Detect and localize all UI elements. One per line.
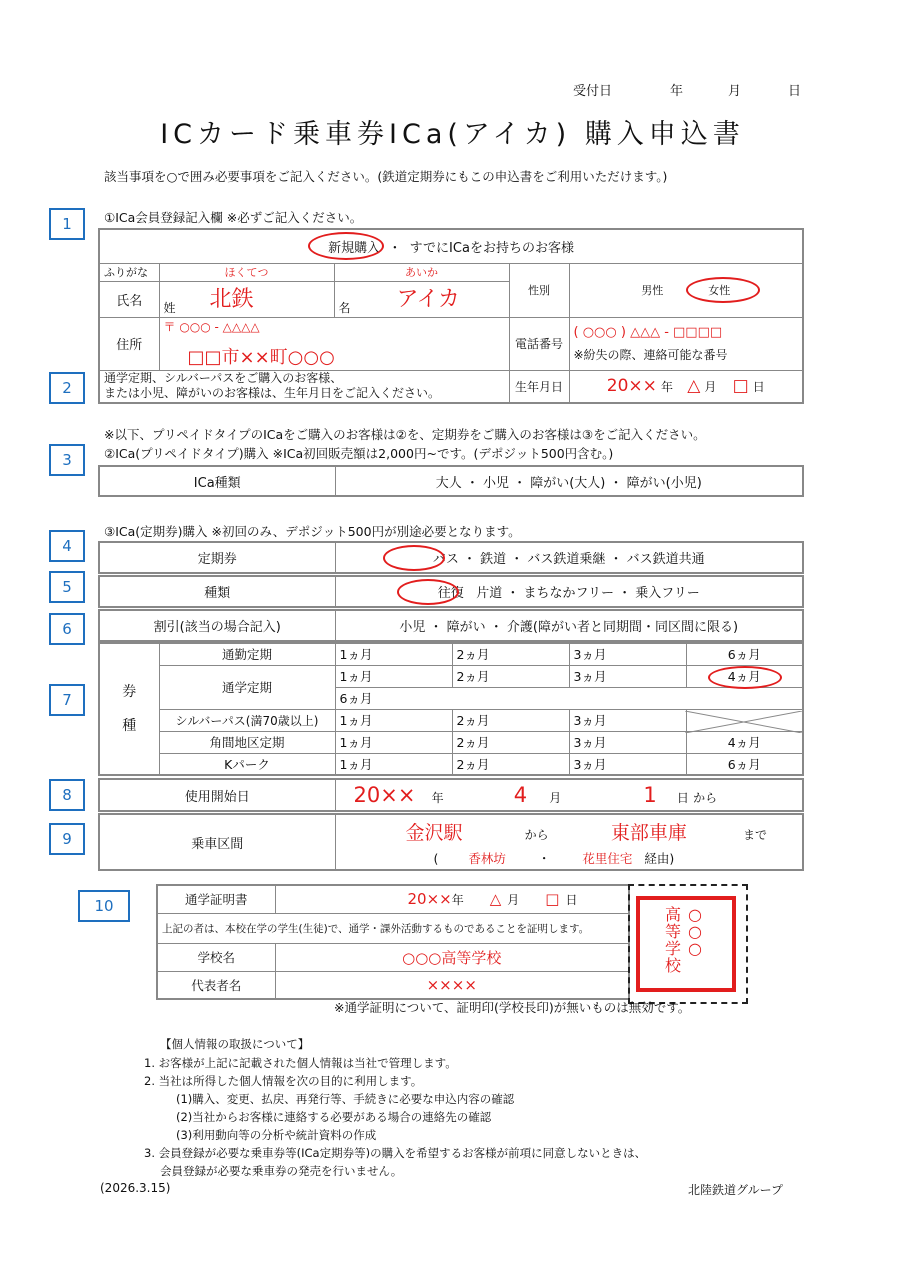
section-number-4: 4: [49, 530, 85, 562]
via-close: 経由): [644, 850, 675, 866]
section1-heading: ①ICa会員登録記入欄 ※必ずご記入ください。: [104, 210, 363, 225]
teiki-bus-option[interactable]: バス: [432, 552, 459, 567]
sei-label: 姓: [163, 301, 176, 315]
start-date-table: [98, 778, 804, 812]
via-sep: ・: [537, 850, 551, 866]
page-title: ICカード乗車券ICa(アイカ) 購入申込書: [160, 119, 745, 150]
ticket-kind-label-2: 種: [122, 718, 137, 734]
row-school-2m[interactable]: 2ヵ月: [452, 665, 569, 687]
discount-label: 割引(該当の場合記入): [99, 610, 335, 641]
rep-name-value[interactable]: ××××: [275, 971, 629, 999]
route-made: まで: [742, 827, 767, 842]
teiki-rest-options[interactable]: ・ 鉄道 ・ バス鉄道乗継 ・ バス鉄道共通: [462, 552, 705, 567]
school-seal-text: [662, 906, 708, 984]
new-purchase-circle: [308, 232, 384, 260]
ica-type-label: ICa種類: [99, 466, 335, 496]
row-school-name: 通学定期: [159, 665, 335, 709]
purchase-type-separator: ・: [388, 240, 402, 256]
cert-date-cell[interactable]: [275, 885, 629, 913]
birth-month: △: [687, 376, 701, 397]
birth-date-cell[interactable]: [569, 370, 803, 403]
school-name-label: 学校名: [157, 943, 275, 971]
via-2: 花里住宅: [582, 850, 633, 866]
birth-day-unit: 日: [752, 380, 765, 395]
row-silver-2m[interactable]: 2ヵ月: [452, 709, 569, 731]
name-label: 氏名: [99, 281, 159, 317]
received-date-label: 受付日: [573, 84, 613, 99]
phone-note: ※紛失の際、連絡可能な番号: [573, 347, 728, 362]
route-table: [98, 813, 804, 871]
birth-month-unit: 月: [704, 380, 717, 395]
privacy-line-6: 3. 会員登録が必要な乗車券等(ICa定期券等)の購入を希望するお客様が前項に同意しないときは、: [144, 1146, 647, 1160]
section2-heading: ②ICa(プリペイドタイプ)購入 ※ICa初回販売額は2,000円~です。(デポジット500円含む。): [104, 446, 614, 461]
furigana-label: ふりがな: [99, 263, 159, 281]
seal-note: ※通学証明について、証明印(学校長印)が無いものは無効です。: [334, 1000, 691, 1015]
birth-year-unit: 年: [661, 380, 674, 395]
phone-label: 電話番号: [509, 317, 569, 370]
section-number-9: 9: [49, 823, 85, 855]
birth-year: 20××: [606, 376, 657, 397]
footer-date: (2026.3.15): [100, 1181, 171, 1195]
birth-note: [99, 370, 509, 403]
via-1: 香林坊: [468, 850, 506, 866]
birth-label: 生年月日: [509, 370, 569, 403]
purchase-type-row: [99, 229, 803, 263]
phone-cell[interactable]: [569, 317, 803, 370]
received-day: 日: [788, 84, 802, 99]
row-kpark-3m[interactable]: 3ヵ月: [569, 753, 686, 775]
footer-company: 北陸鉄道グループ: [688, 1183, 784, 1197]
teiki-table: [98, 541, 804, 574]
row-commute-name: 通勤定期: [159, 643, 335, 665]
cert-year: 20××: [407, 890, 452, 909]
section-number-8: 8: [49, 779, 85, 811]
privacy-title: 【個人情報の取扱について】: [160, 1037, 310, 1051]
ticket-kind-table: [98, 642, 804, 776]
privacy-line-5: (3)利用動向等の分析や統計資料の作成: [176, 1128, 377, 1142]
route-kara: から: [524, 827, 549, 842]
section-number-7: 7: [49, 684, 85, 716]
row-silver-3m[interactable]: 3ヵ月: [569, 709, 686, 731]
route-to: 東部車庫: [610, 821, 687, 844]
instruction-text: 該当事項を○で囲み必要事項をご記入ください。(鉄道定期券にもこの申込書をご利用いただけます。): [104, 169, 668, 184]
teiki-label: 定期券: [99, 542, 335, 573]
section3-heading: ③ICa(定期券)購入 ※初回のみ、デポジット500円が別途必要となります。: [104, 524, 521, 539]
address-cell[interactable]: [159, 317, 509, 370]
row-kakuma-3m[interactable]: 3ヵ月: [569, 731, 686, 753]
start-date-cell[interactable]: [335, 779, 803, 811]
row-school-4m[interactable]: 4ヵ月: [686, 665, 803, 687]
existing-card-option[interactable]: すでにICaをお持ちのお客様: [409, 240, 574, 256]
row-commute-6m[interactable]: 6ヵ月: [686, 643, 803, 665]
address-label: 住所: [99, 317, 159, 370]
row-kpark-name: Kパーク: [159, 753, 335, 775]
privacy-line-2: 2. 当社は所得した個人情報を次の目的に利用します。: [144, 1074, 423, 1088]
school-name-value[interactable]: ○○○高等学校: [275, 943, 629, 971]
route-cell[interactable]: [335, 814, 803, 870]
mei-cell[interactable]: [334, 281, 509, 317]
teiki-bus-circle: [383, 545, 445, 571]
row-kakuma-1m[interactable]: 1ヵ月: [335, 731, 452, 753]
kind-ofuku-circle: [397, 579, 459, 605]
sei-cell[interactable]: [159, 281, 334, 317]
cert-day: □: [545, 890, 560, 909]
silver-6m-crossout: [685, 711, 802, 733]
start-month: 4: [513, 783, 528, 807]
privacy-line-3: (1)購入、変更、払戻、再発行等、手続きに必要な申込内容の確認: [176, 1092, 515, 1106]
section-number-2: 2: [49, 372, 85, 404]
start-from: から: [693, 791, 718, 805]
privacy-line-7: 会員登録が必要な乗車券の発売を行いません。: [160, 1164, 403, 1178]
start-year-unit: 年: [431, 791, 444, 805]
seal-glyph-2: 等: [664, 922, 681, 941]
birth-day: □: [732, 376, 749, 397]
new-purchase-option[interactable]: 新規購入: [328, 240, 381, 256]
mei-label: 名: [338, 301, 351, 315]
cert-label: 通学証明書: [157, 885, 275, 913]
kind-rest-options[interactable]: 片道 ・ まちなかフリー ・ 乗入フリー: [476, 586, 700, 601]
prepaid-table: [98, 465, 804, 497]
row-silver-1m[interactable]: 1ヵ月: [335, 709, 452, 731]
seal-glyph-7: ○: [688, 939, 702, 958]
birth-note-line2: または小児、障がいのお客様は、生年月日をご記入ください。: [104, 386, 441, 401]
received-month: 月: [728, 84, 742, 99]
section2-note: ※以下、プリペイドタイプのICaをご購入のお客様は②を、定期券をご購入のお客様は③をご記入ください。: [104, 427, 706, 442]
via-open: (: [433, 850, 439, 866]
row-kpark-1m[interactable]: 1ヵ月: [335, 753, 452, 775]
school-4m-circle: [708, 666, 782, 689]
row-kpark-2m[interactable]: 2ヵ月: [452, 753, 569, 775]
birth-note-line1: 通学定期、シルバーパスをご購入のお客様、: [104, 371, 343, 386]
row-kpark-6m[interactable]: 6ヵ月: [686, 753, 803, 775]
male-option[interactable]: 男性: [641, 284, 664, 297]
seal-glyph-4: 校: [664, 956, 681, 975]
ticket-kind-label-1: 券: [122, 684, 137, 700]
row-commute-3m[interactable]: 3ヵ月: [569, 643, 686, 665]
furigana-mei[interactable]: あいか: [334, 263, 509, 281]
seal-glyph-5: ○: [688, 905, 702, 924]
discount-table: [98, 609, 804, 642]
seal-glyph-6: ○: [688, 922, 702, 941]
seal-glyph-1: 高: [664, 905, 681, 924]
discount-options[interactable]: 小児 ・ 障がい ・ 介護(障がい者と同期間・同区間に限る): [335, 610, 803, 641]
school-seal: [636, 896, 736, 992]
cert-month: △: [489, 890, 502, 909]
row-school-6m[interactable]: 6ヵ月: [335, 687, 803, 709]
privacy-line-4: (2)当社からお客様に連絡する必要がある場合の連絡先の確認: [176, 1110, 492, 1124]
rep-name-label: 代表者名: [157, 971, 275, 999]
kind-label: 種類: [99, 576, 335, 607]
female-option[interactable]: 女性: [708, 284, 731, 297]
row-commute-2m[interactable]: 2ヵ月: [452, 643, 569, 665]
kind-ofuku-option[interactable]: 往復: [437, 586, 464, 601]
seal-glyph-3: 学: [664, 939, 681, 958]
start-date-label: 使用開始日: [99, 779, 335, 811]
start-month-unit: 月: [549, 791, 562, 805]
sei-value: 北鉄: [209, 287, 254, 312]
row-kakuma-2m[interactable]: 2ヵ月: [452, 731, 569, 753]
cert-month-unit: 月: [507, 893, 520, 908]
phone-value: ( ○○○ ) △△△ - □□□□: [573, 324, 723, 340]
row-commute-1m[interactable]: 1ヵ月: [335, 643, 452, 665]
received-year: 年: [670, 84, 684, 99]
cert-day-unit: 日: [565, 893, 578, 908]
postal-code: 〒 ○○○ - △△△△: [163, 319, 260, 334]
route-from: 金沢駅: [405, 821, 463, 844]
mei-value: アイカ: [396, 287, 460, 312]
section-number-6: 6: [49, 613, 85, 645]
start-day-unit: 日: [676, 791, 689, 805]
section-number-5: 5: [49, 571, 85, 603]
row-school-1m[interactable]: 1ヵ月: [335, 665, 452, 687]
ticket-kind-label: [99, 643, 159, 775]
privacy-line-1: 1. お客様が上記に記載された個人情報は当社で管理します。: [144, 1056, 457, 1070]
cert-statement: 上記の者は、本校在学の学生(生徒)で、通学・課外活動するものであることを証明します。: [157, 913, 629, 943]
female-circle: [686, 277, 760, 303]
section-number-3: 3: [49, 444, 85, 476]
route-label: 乗車区間: [99, 814, 335, 870]
row-kakuma-4m[interactable]: 4ヵ月: [686, 731, 803, 753]
furigana-sei[interactable]: ほくてつ: [159, 263, 334, 281]
row-school-3m[interactable]: 3ヵ月: [569, 665, 686, 687]
gender-label: 性別: [509, 263, 569, 317]
cert-year-unit: 年: [451, 893, 464, 908]
start-day: 1: [643, 783, 657, 807]
row-kakuma-name: 角間地区定期: [159, 731, 335, 753]
section-number-10: 10: [78, 890, 130, 922]
section-number-1: 1: [49, 208, 85, 240]
member-registration-table: [98, 228, 804, 404]
start-year: 20××: [353, 783, 416, 807]
row-silver-name: シルバーパス(満70歳以上): [159, 709, 335, 731]
ica-type-options[interactable]: 大人 ・ 小児 ・ 障がい(大人) ・ 障がい(小児): [335, 466, 803, 496]
address-value: □□市××町○○○: [187, 346, 335, 368]
school-cert-table: [156, 884, 630, 1000]
